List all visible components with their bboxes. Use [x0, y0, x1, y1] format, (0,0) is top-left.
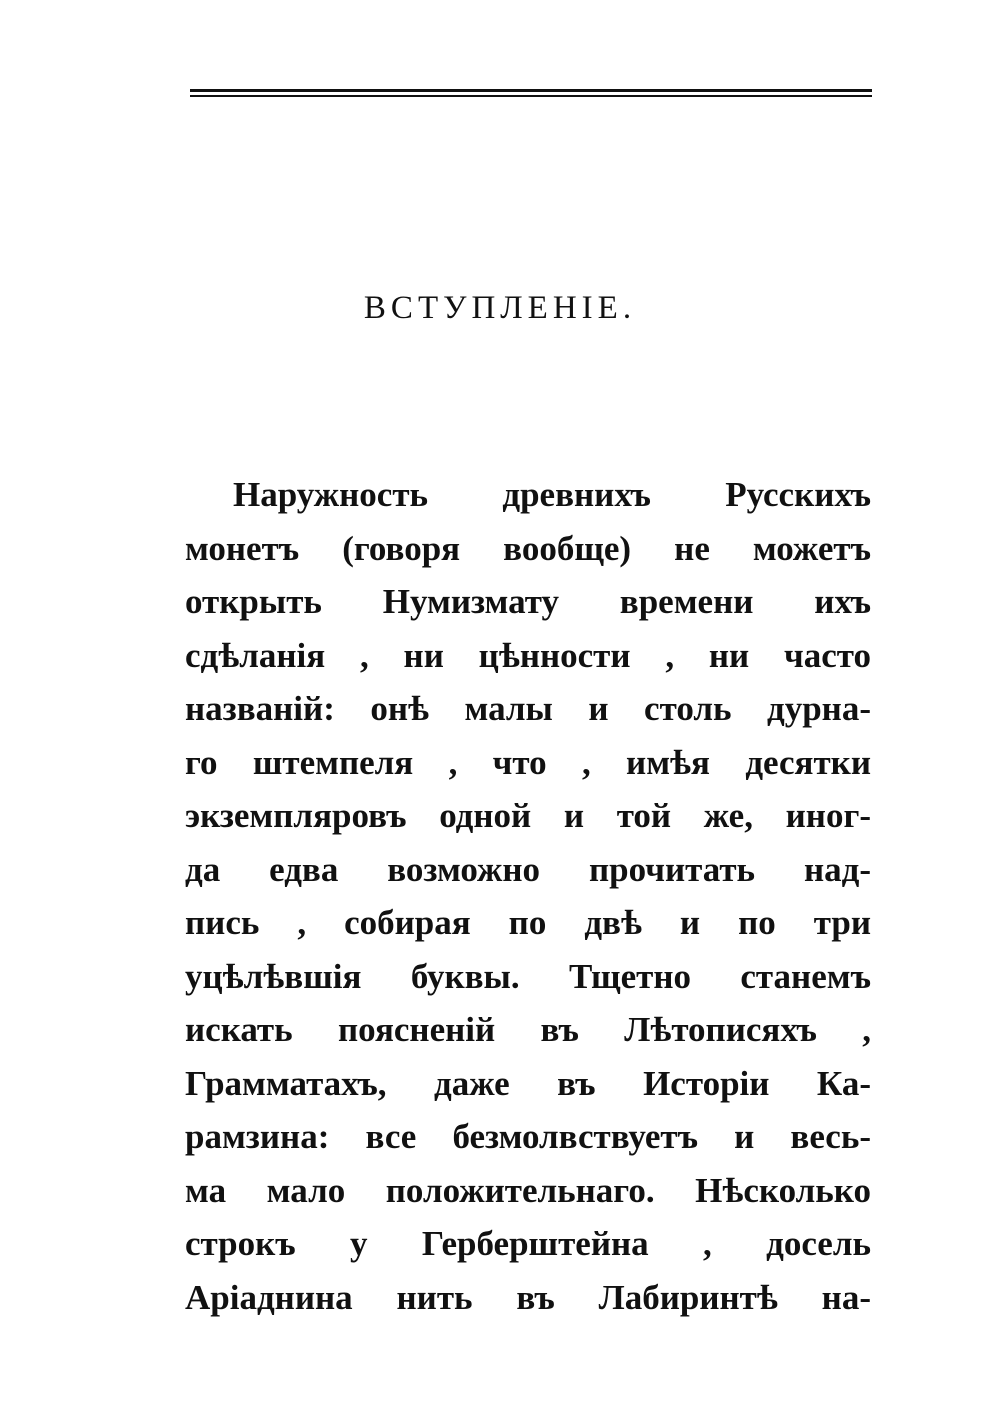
- body-text: [185, 468, 871, 1324]
- text-line: го штемпеля , что , имѣя десятки: [185, 742, 871, 782]
- text-line: названій: онѣ малы и столь дурна-: [185, 689, 871, 728]
- text-line: пись , собирая по двѣ и по три: [185, 903, 871, 942]
- text-line: Грамматахъ, даже въ Исторіи Ка-: [185, 1063, 871, 1103]
- text-line: рамзина: все безмолвствуетъ и весь-: [185, 1117, 871, 1156]
- text-line: монетъ (говоря вообще) не можетъ: [185, 528, 871, 568]
- text-line: экземпляровъ одной и той же, иног-: [185, 796, 871, 835]
- text-line: да едва возможно прочитать над-: [185, 849, 871, 889]
- text-line: строкъ у Герберштейна , досель: [185, 1224, 871, 1263]
- text-line: Наружность древнихъ Русскихъ: [233, 475, 871, 514]
- text-line: Аріаднина нить въ Лабиринтѣ на-: [185, 1277, 871, 1317]
- text-line: открыть Нумизмату времени ихъ: [185, 582, 871, 621]
- text-line: уцѣлѣвшія буквы. Тщетно станемъ: [185, 956, 871, 996]
- header-rule-thick: [190, 89, 872, 92]
- text-line: ма мало положительнаго. Нѣсколько: [185, 1170, 871, 1210]
- chapter-title: ВСТУПЛЕНІЕ.: [363, 290, 637, 326]
- text-line: сдѣланія , ни цѣнности , ни часто: [185, 635, 871, 675]
- text-line: искать поясненій въ Лѣтописяхъ ,: [185, 1010, 871, 1049]
- header-rule-thin: [190, 95, 872, 97]
